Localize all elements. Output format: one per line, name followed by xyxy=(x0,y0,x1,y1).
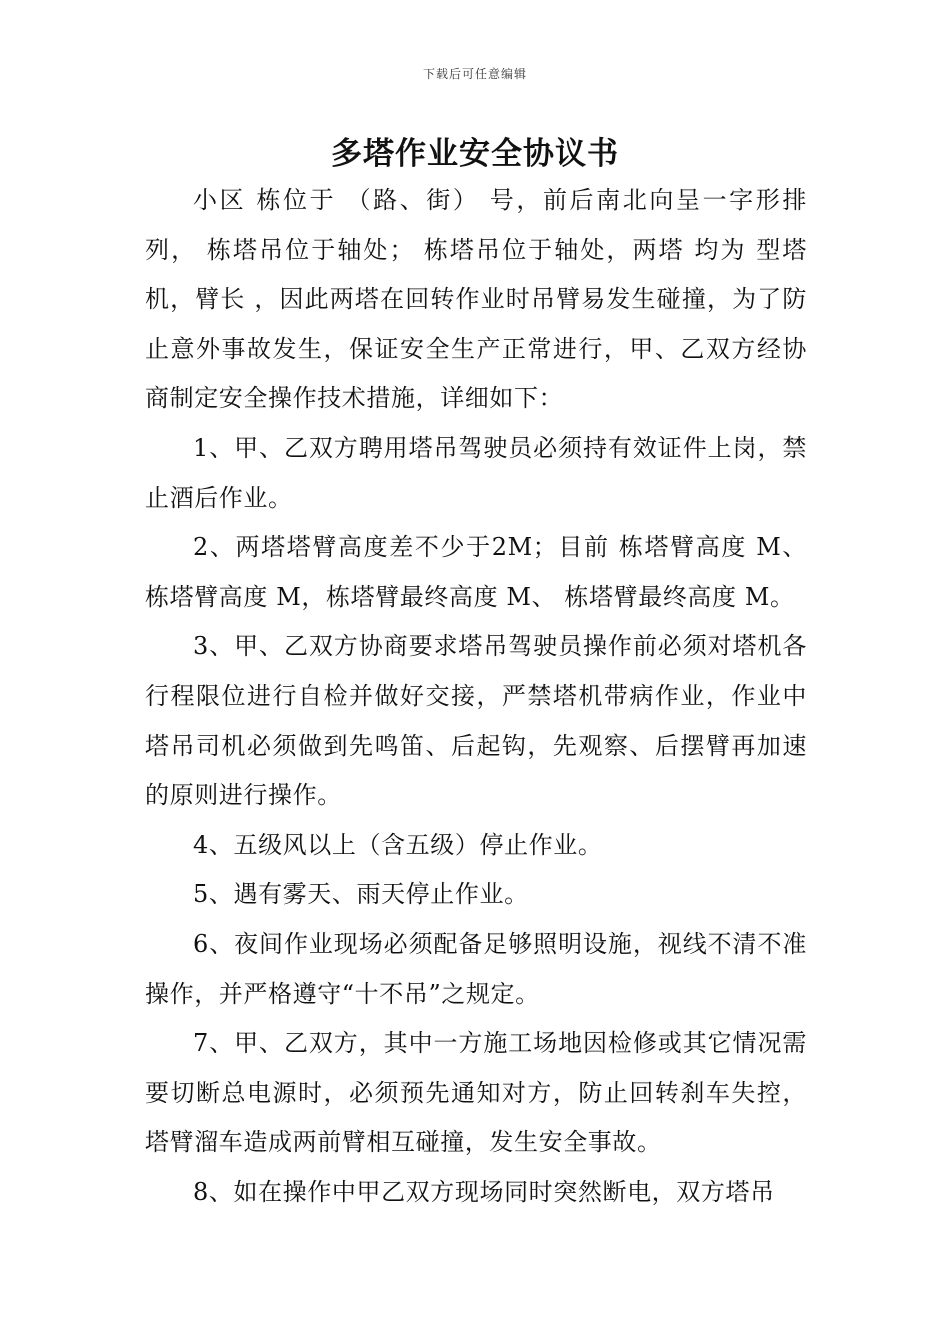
header-note: 下载后可任意编辑 xyxy=(422,67,527,81)
document-title: 多塔作业安全协议书 xyxy=(331,136,619,172)
clause-5: 5、遇有雾天、雨天停止作业。 xyxy=(193,880,529,909)
clause-1: 1、甲、乙双方聘用塔吊驾驶员必须持有效证件上岗，禁止酒后作业。 xyxy=(145,433,807,512)
clause-4: 4、五级风以上（含五级）停止作业。 xyxy=(193,830,603,859)
clause-3: 3、甲、乙双方协商要求塔吊驾驶员操作前必须对塔机各行程限位进行自检并做好交接，严禁塔机带病作业，作业中塔吊司机必须做到先鸣笛、后起钩，先观察、后摆臂再加速的原则进行操作。 xyxy=(145,632,807,810)
clause-8: 8、如在操作中甲乙双方现场同时突然断电，双方塔吊 xyxy=(193,1177,775,1206)
clause-2: 2、两塔塔臂高度差不少于2M；目前 栋塔臂高度 M、 栋塔臂高度 M，栋塔臂最终高度 M、 栋塔臂最终高度 M。 xyxy=(145,533,807,611)
document-body xyxy=(145,176,807,1217)
clause-6: 6、夜间作业现场必须配备足够照明设施，视线不清不准操作，并严格遵守“十不吊”之规定。 xyxy=(145,929,807,1008)
intro-paragraph: 小区 栋位于 （路、街） 号，前后南北向呈一字形排列， 栋塔吊位于轴处； 栋塔吊位于轴处，两塔 均为 型塔机，臂长 ，因此两塔在回转作业时吊臂易发生碰撞，为了防止意外事故发生，保证安全生产正常进行，甲、乙双方经协商制定安全操作技术措施，详细如下： xyxy=(145,186,807,413)
clause-7: 7、甲、乙双方，其中一方施工场地因检修或其它情况需要切断总电源时，必须预先通知对方，防止回转刹车失控，塔臂溜车造成两前臂相互碰撞，发生安全事故。 xyxy=(145,1029,807,1157)
